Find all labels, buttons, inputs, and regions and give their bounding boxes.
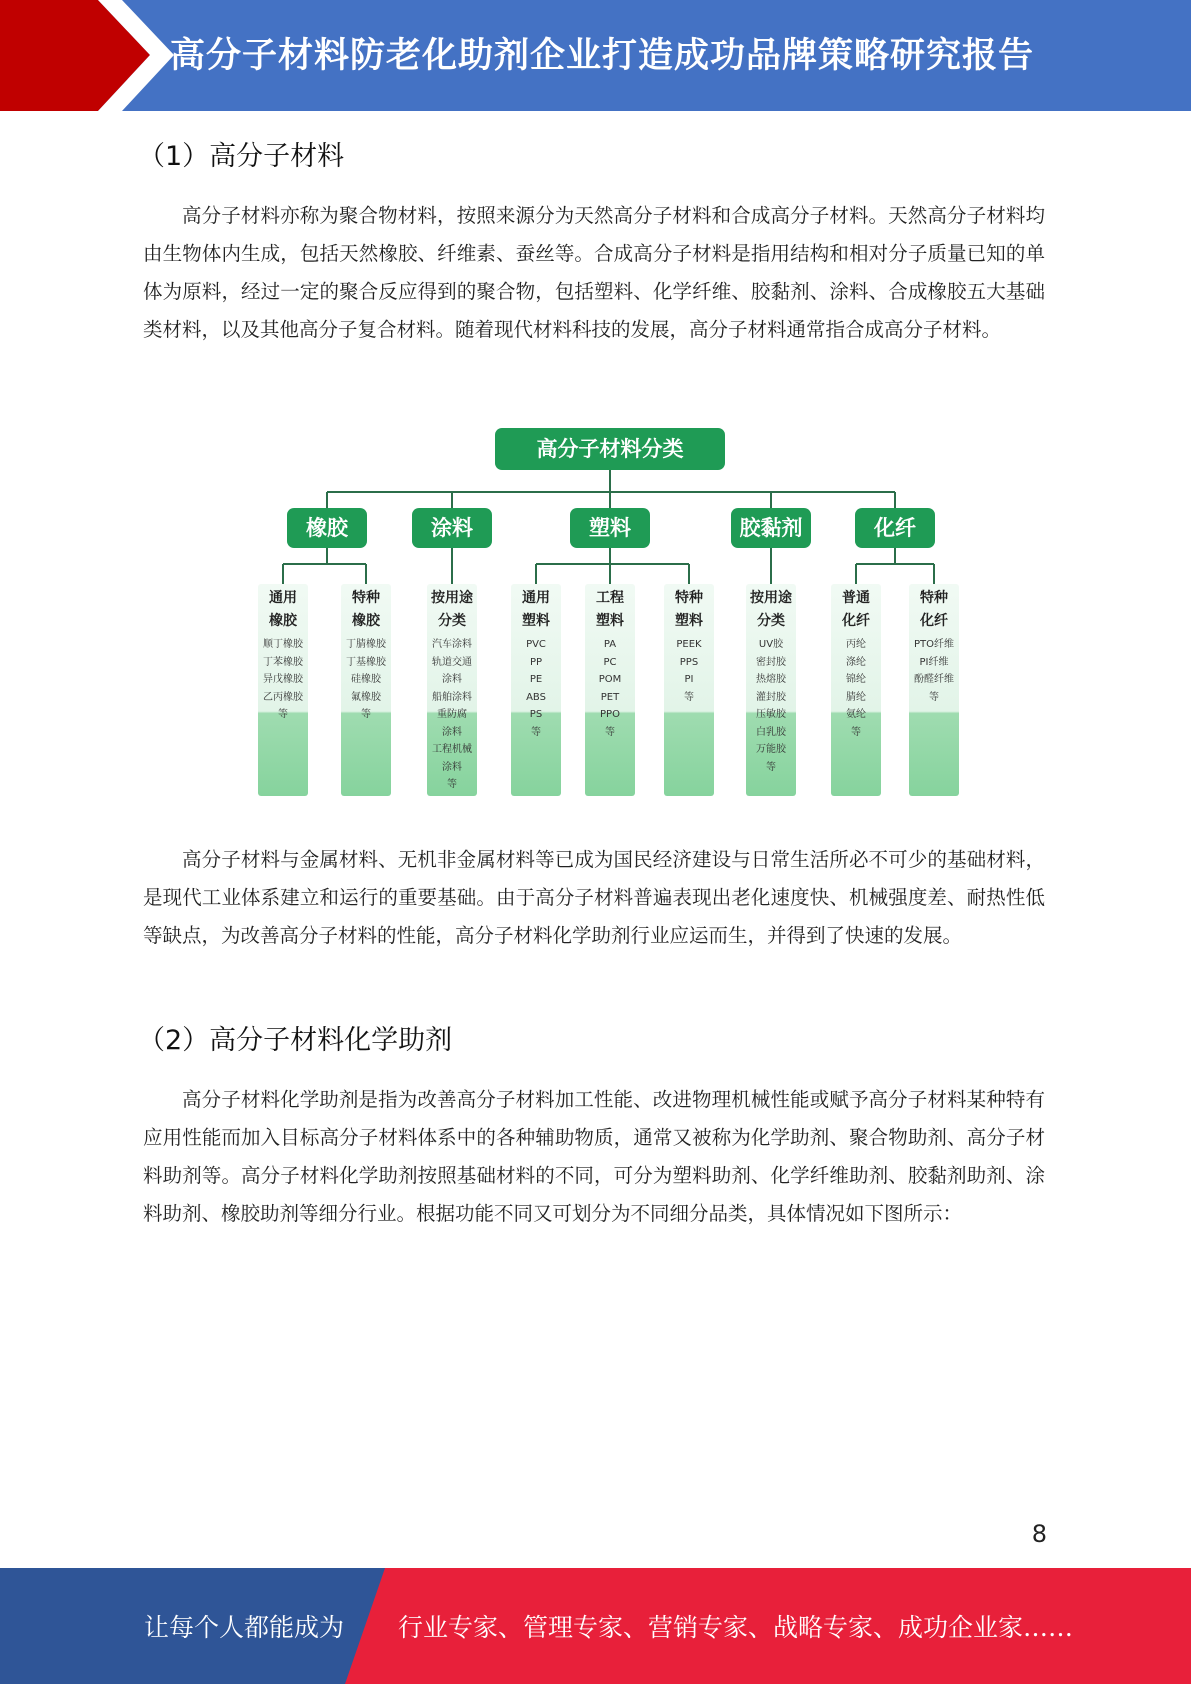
column-title: 按用途 (431, 590, 473, 606)
column-items (664, 636, 714, 706)
column-title: 塑料 (675, 613, 703, 629)
column-items (427, 636, 477, 794)
column-item: 涂料 (442, 761, 462, 773)
column-items (909, 636, 959, 706)
paragraph-2: 高分子材料与金属材料、无机非金属材料等已成为国民经济建设与日常生活所必不可少的基础材料，是现代工业体系建立和运行的重要基础。由于高分子材料普遍表现出老化速度快、机械强度差、耐热性低等缺点，为改善高分子材料的性能，高分子材料化学助剂行业应运而生，并得到了快速的发展。 (143, 848, 1045, 947)
column-item: 等 (766, 761, 776, 773)
column-item: 工程机械 (432, 744, 472, 755)
category-coating: 涂料 (412, 508, 492, 548)
column-item: 重防腐 (437, 709, 467, 720)
column-item: PPS (679, 656, 699, 668)
column-item: PC (603, 656, 617, 668)
section-title-2: （2）高分子材料化学助剂 (138, 1025, 453, 1056)
subcategory-column (427, 584, 477, 796)
subcategory-column (341, 584, 391, 796)
column-item: 涤纶 (846, 656, 866, 668)
column-item: PET (600, 691, 620, 703)
column-item: 硅橡胶 (351, 674, 381, 685)
column-item: 密封胶 (756, 656, 786, 668)
report-title: 高分子材料防老化助剂企业打造成功品牌策略研究报告 (170, 36, 1035, 76)
column-item: PTO纤维 (913, 639, 954, 650)
column-title: 普通 (842, 590, 870, 606)
column-item: 汽车涂料 (432, 639, 472, 650)
column-title: 工程 (596, 590, 624, 606)
column-title: 通用 (522, 590, 550, 606)
column-title: 化纤 (920, 613, 948, 629)
column-title: 化纤 (842, 613, 870, 629)
column-items (511, 636, 561, 741)
column-item: 乙丙橡胶 (263, 691, 303, 703)
column-item: 等 (447, 779, 457, 790)
category-rubber: 橡胶 (287, 508, 367, 548)
column-item: 灌封胶 (756, 691, 786, 703)
column-item: 热熔胶 (756, 674, 786, 685)
column-item: 丙纶 (846, 639, 866, 650)
column-item: 等 (684, 691, 694, 703)
column-item: 万能胶 (756, 744, 786, 755)
column-item: PI纤维 (919, 656, 949, 668)
subcategory-column (585, 584, 635, 796)
column-title: 按用途 (750, 590, 792, 606)
column-item: 涂料 (442, 726, 462, 738)
column-item: POM (598, 674, 622, 685)
column-item: PP (529, 656, 543, 668)
subcategory-column (511, 584, 561, 796)
column-title: 塑料 (596, 613, 624, 629)
footer-slogan-left: 让每个人都能成为 (144, 1613, 345, 1642)
column-item: 等 (531, 726, 541, 738)
subcategory-column (831, 584, 881, 796)
column-title: 塑料 (522, 613, 550, 629)
footer-slogan-right: 行业专家、管理专家、营销专家、战略专家、成功企业家…… (398, 1613, 1074, 1642)
column-item: 等 (929, 691, 939, 703)
column-title: 分类 (757, 613, 785, 629)
column-item: ABS (526, 691, 546, 703)
column-item: PI (684, 674, 694, 685)
column-item: PEEK (676, 639, 702, 650)
page-footer (0, 1568, 1191, 1684)
column-title: 橡胶 (269, 613, 297, 629)
column-item: 涂料 (442, 674, 462, 685)
column-item: 等 (605, 726, 615, 738)
column-item: 氨纶 (846, 709, 866, 720)
column-title: 橡胶 (352, 613, 380, 629)
column-title: 特种 (675, 590, 703, 606)
column-title: 分类 (438, 613, 466, 629)
column-item: 等 (361, 709, 371, 720)
column-item: 氟橡胶 (351, 691, 381, 703)
category-fiber: 化纤 (855, 508, 935, 548)
column-item: 船舶涂料 (432, 691, 472, 703)
page-header (0, 0, 1191, 111)
column-items (258, 636, 308, 724)
polymer-classification-diagram (240, 420, 980, 800)
category-adhesive: 胶黏剂 (731, 508, 811, 548)
column-items (341, 636, 391, 724)
paragraph-1: 高分子材料亦称为聚合物材料，按照来源分为天然高分子材料和合成高分子材料。天然高分子材料均由生物体内生成，包括天然橡胶、纤维素、蚕丝等。合成高分子材料是指用结构和相对分子质量已知的单体为原料，经过一定的聚合反应得到的聚合物，包括塑料、化学纤维、胶黏剂、涂料、合成橡胶五大基础类材料，以及其他高分子复合材料。随着现代材料科技的发展，高分子材料通常指合成高分子材料。 (143, 204, 1045, 341)
column-item: PA (603, 639, 617, 650)
column-item: 丁苯橡胶 (263, 656, 303, 668)
column-item: 压敏胶 (756, 709, 786, 720)
subcategory-column (909, 584, 959, 796)
column-item: 白乳胶 (756, 726, 786, 738)
diagram-root-node: 高分子材料分类 (495, 428, 725, 470)
column-item: PS (529, 709, 543, 720)
column-item: 等 (851, 726, 861, 738)
subcategory-column (746, 584, 796, 796)
page-number: 8 (1031, 1520, 1047, 1548)
column-item: 腈纶 (846, 691, 866, 703)
column-items (746, 636, 796, 776)
column-items (831, 636, 881, 741)
subcategory-column (258, 584, 308, 796)
column-item: 等 (278, 709, 288, 720)
category-plastic: 塑料 (570, 508, 650, 548)
column-item: PE (529, 674, 543, 685)
column-item: UV胶 (758, 639, 784, 650)
column-item: 顺丁橡胶 (263, 639, 303, 650)
paragraph-3: 高分子材料化学助剂是指为改善高分子材料加工性能、改进物理机械性能或赋予高分子材料某种特有应用性能而加入目标高分子材料体系中的各种辅助物质，通常又被称为化学助剂、聚合物助剂、高分子材料助剂等。高分子材料化学助剂按照基础材料的不同，可分为塑料助剂、化学纤维助剂、胶黏剂助剂、涂料助剂、橡胶助剂等细分行业。根据功能不同又可划分为不同细分品类，具体情况如下图所示： (143, 1088, 1045, 1225)
column-item: 轨道交通 (432, 656, 472, 668)
column-title: 通用 (269, 590, 297, 606)
column-title: 特种 (352, 590, 380, 606)
subcategory-column (664, 584, 714, 796)
column-item: 锦纶 (846, 674, 866, 685)
column-item: 丁腈橡胶 (346, 639, 386, 650)
column-item: PPO (600, 709, 620, 720)
column-items (585, 636, 635, 741)
column-title: 特种 (920, 590, 948, 606)
section-title-1: （1）高分子材料 (138, 141, 345, 172)
column-item: 异戊橡胶 (263, 674, 303, 685)
column-item: PVC (526, 639, 546, 650)
column-item: 酚醛纤维 (914, 674, 954, 685)
column-item: 丁基橡胶 (346, 656, 386, 668)
